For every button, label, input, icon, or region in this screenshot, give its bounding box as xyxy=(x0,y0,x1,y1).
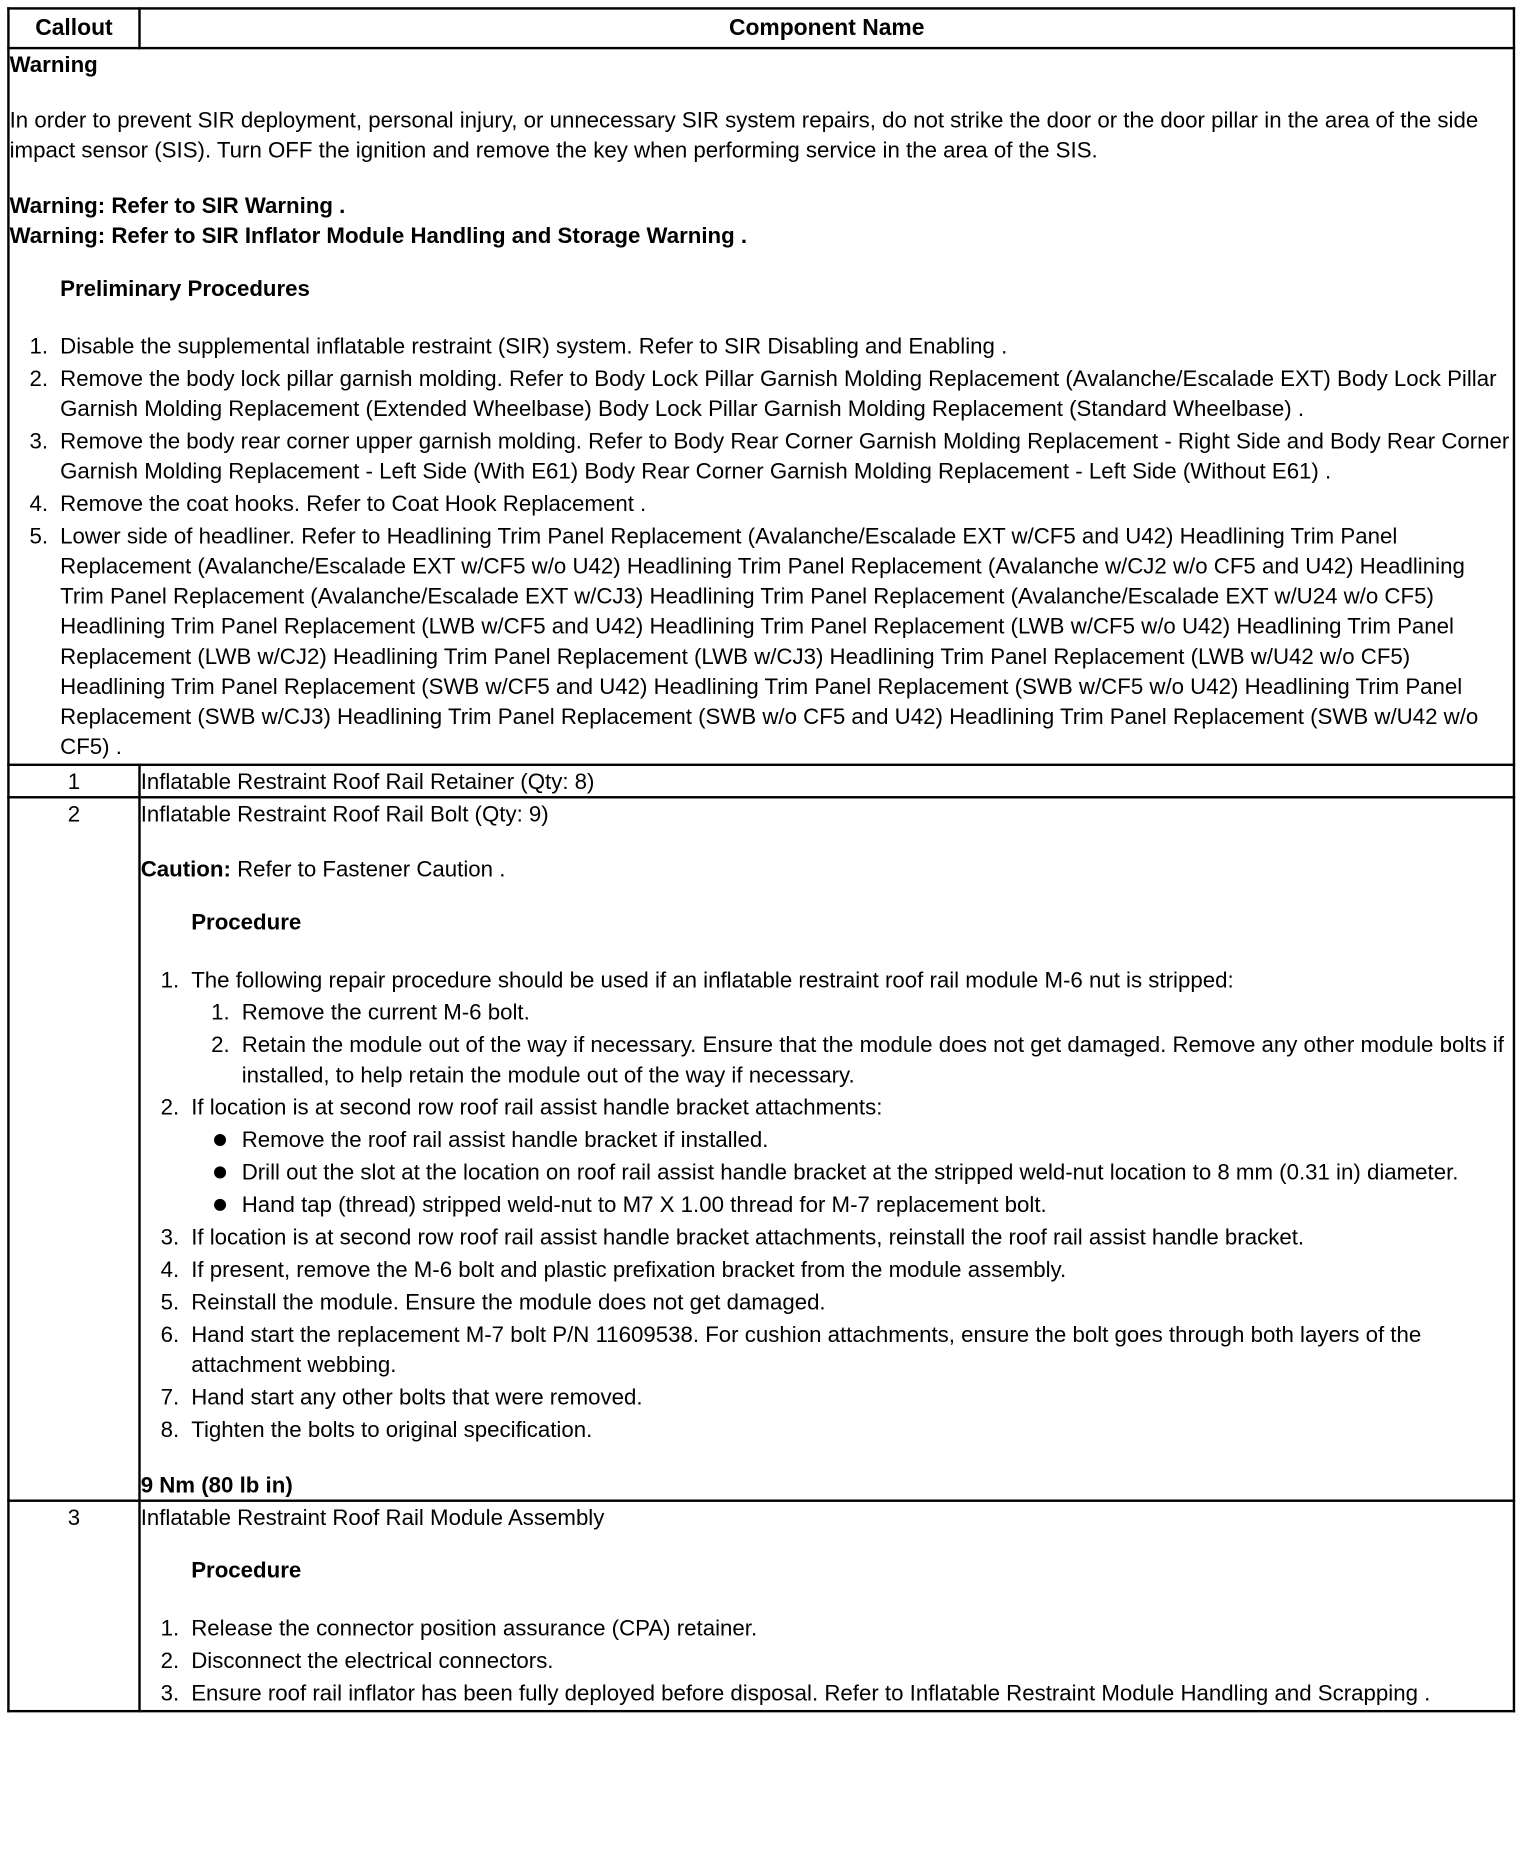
component-name-2: Inflatable Restraint Roof Rail Bolt (Qty: 9) xyxy=(140,800,549,827)
component-cell-2 xyxy=(139,797,1513,1500)
table-row xyxy=(8,765,1514,797)
header-row xyxy=(8,8,1514,48)
list-item: 5. Lower side of headliner. Refer to Headlining Trim Panel Replacement (Avalanche/Escalade EXT w/CF5 and U42) Headlining Trim Panel Replacement (Avalanche/Escalade EXT w/CF5 w/o U42) Headlining Trim Panel Replacement (Avalanche w/CJ2 w/o CF5 and U42) Headlining Trim Panel Replacement (Avalanche/Escalade EXT w/CJ3) Headlining Trim Panel Replacement (Avalanche/Escalade EXT w/U24 w/o CF5) Headlining Trim Panel Replacement (LWB w/CF5 and U42) Headlining Trim Panel Replacement (LWB w/CF5 w/o U42) Headlining Trim Panel Replacement (LWB w/CJ2) Headlining Trim Panel Replacement (LWB w/CJ3) Headlining Trim Panel Replacement (LWB w/U42 w/o CF5) Headlining Trim Panel Replacement (SWB w/CF5 and U42) Headlining Trim Panel Replacement (SWB w/CF5 w/o U42) Headlining Trim Panel Replacement (SWB w/CJ3) Headlining Trim Panel Replacement (SWB w/o CF5 and U42) Headlining Trim Panel Replacement (SWB w/U42 w/o CF5) . xyxy=(29,523,1479,759)
list-item: Remove the roof rail assist handle bracket if installed. xyxy=(191,1124,1513,1154)
list-item: 1. Disable the supplemental inflatable restraint (SIR) system. Refer to SIR Disabling and Enabling . xyxy=(29,333,1008,359)
list-item: 8. Tighten the bolts to original specification. xyxy=(160,1416,593,1442)
component-table xyxy=(7,7,1515,1712)
procedure-steps xyxy=(141,964,1513,1444)
component-name-1: Inflatable Restraint Roof Rail Retainer (Qty: 8) xyxy=(139,765,1513,797)
header-component-name: Component Name xyxy=(139,8,1513,48)
list-item: 2. Disconnect the electrical connectors. xyxy=(160,1647,554,1673)
component-cell-3 xyxy=(139,1501,1513,1711)
callout-2: 2 xyxy=(8,797,139,1500)
preliminary-procedures-title: Preliminary Procedures xyxy=(60,275,310,301)
list-item: 2. If location is at second row roof rail assist handle bracket attachments: Remove the roof rail assist handle bracket if installed. Drill out the slot at the location on roof rail assist handle bracket at the stripped weld-nut location to 8 mm (0.31 in) diameter. Hand tap (thread) stripped weld-nut to M7 X 1.00 thread for M-7 replacement bolt. xyxy=(141,1092,1513,1219)
caution-text: Refer to Fastener Caution . xyxy=(237,856,506,882)
procedure-title: Procedure xyxy=(191,909,302,935)
bullet-list xyxy=(191,1124,1513,1219)
procedure-steps xyxy=(141,1613,1513,1708)
list-item: 3. If location is at second row roof rail assist handle bracket attachments, reinstall the roof rail assist handle bracket. xyxy=(160,1224,1305,1250)
caution-line xyxy=(141,854,1513,884)
callout-3: 3 xyxy=(8,1501,139,1711)
list-item: 3. Remove the body rear corner upper garnish molding. Refer to Body Rear Corner Garnish Molding Replacement - Right Side and Body Rear Corner Garnish Molding Replacement - Left Side (With E61) Body Rear Corner Garnish Molding Replacement - Left Side (Without E61) . xyxy=(29,428,1510,484)
bullet-icon xyxy=(214,1134,226,1146)
list-item: 5. Reinstall the module. Ensure the module does not get damaged. xyxy=(160,1289,826,1315)
bullet-icon xyxy=(214,1166,226,1178)
warning-ref-sir: Warning: Refer to SIR Warning . xyxy=(9,192,346,218)
warning-title: Warning xyxy=(9,51,98,77)
intro-cell xyxy=(8,48,1514,765)
caution-label: Caution: xyxy=(140,856,231,882)
torque-spec: 9 Nm (80 lb in) xyxy=(140,1471,293,1498)
list-item: 1. The following repair procedure should be used if an inflatable restraint roof rail module M-6 nut is stripped: 1. Remove the current M-6 bolt. 2. Retain the module out of the way if necessary. Ensure that the module does not get damaged. Remove any other module bolts if installed, to help retain the module out of the way if necessary. xyxy=(141,964,1513,1089)
warning-ref-inflator: Warning: Refer to SIR Inflator Module Handling and Storage Warning . xyxy=(9,222,748,248)
callout-1: 1 xyxy=(8,765,139,797)
list-item: 6. Hand start the replacement M-7 bolt P/N 11609538. For cushion attachments, ensure the bolt goes through both layers of the attachment webbing. xyxy=(160,1321,1422,1377)
procedure-title: Procedure xyxy=(191,1557,302,1583)
list-item: 4. Remove the coat hooks. Refer to Coat Hook Replacement . xyxy=(29,490,647,516)
table-row xyxy=(8,797,1514,1500)
list-item: 2. Remove the body lock pillar garnish molding. Refer to Body Lock Pillar Garnish Molding Replacement (Avalanche/Escalade EXT) Body Lock Pillar Garnish Molding Replacement (Extended Wheelbase) Body Lock Pillar Garnish Molding Replacement (Standard Wheelbase) . xyxy=(29,365,1497,421)
warning-text: In order to prevent SIR deployment, personal injury, or unnecessary SIR system repairs, do not strike the door or the door pillar in the area of the side impact sensor (SIS). Turn OFF the ignition and remove the key when performing service in the area of the SIS. xyxy=(9,107,1479,163)
list-item: 7. Hand start any other bolts that were removed. xyxy=(160,1384,643,1410)
bullet-icon xyxy=(214,1199,226,1211)
component-name-3: Inflatable Restraint Roof Rail Module Assembly xyxy=(140,1504,605,1530)
list-item: 2. Retain the module out of the way if necessary. Ensure that the module does not get damaged. Remove any other module bolts if installed, to help retain the module out of the way if necessary. xyxy=(211,1031,1504,1088)
header-callout: Callout xyxy=(8,8,139,48)
list-item: Drill out the slot at the location on roof rail assist handle bracket at the stripped weld-nut location to 8 mm (0.31 in) diameter. xyxy=(191,1157,1513,1187)
table-row xyxy=(8,1501,1514,1711)
preliminary-steps xyxy=(10,331,1513,761)
list-item: 4. If present, remove the M-6 bolt and plastic prefixation bracket from the module assembly. xyxy=(160,1256,1067,1282)
sub-steps xyxy=(191,997,1513,1090)
intro-row xyxy=(8,48,1514,765)
list-item: 1. Remove the current M-6 bolt. xyxy=(211,999,530,1025)
list-item: 3. Ensure roof rail inflator has been fully deployed before disposal. Refer to Inflatable Restraint Module Handling and Scrapping . xyxy=(160,1679,1431,1706)
list-item: Hand tap (thread) stripped weld-nut to M7 X 1.00 thread for M-7 replacement bolt. xyxy=(191,1189,1513,1219)
list-item: 1. Release the connector position assurance (CPA) retainer. xyxy=(160,1614,758,1641)
